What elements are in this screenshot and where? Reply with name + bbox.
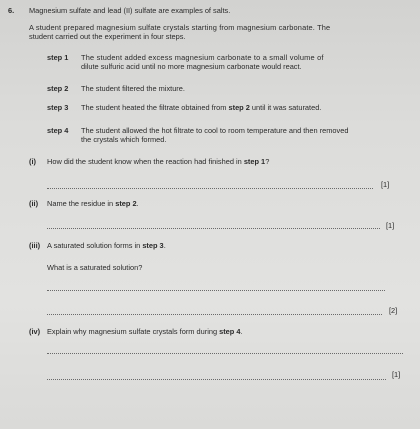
step-2-line-1: The student filtered the mixture.: [81, 84, 185, 93]
step-3-label: step 3: [47, 103, 69, 112]
part-i-mark: [1]: [381, 180, 390, 189]
part-iv-question: Explain why magnesium sulfate crystals form during step 4.: [47, 327, 243, 336]
part-iv-label: (iv): [29, 327, 41, 336]
part-iv-answer-line-2[interactable]: [47, 379, 386, 380]
step-4-line-1: The student allowed the hot filtrate to cool to room temperature and then removed: [81, 126, 349, 135]
part-ii-answer-line[interactable]: [47, 228, 380, 229]
part-iii-subquestion: What is a saturated solution?: [47, 263, 143, 272]
intro-line-1: A student prepared magnesium sulfate crystals starting from magnesium carbonate. The: [29, 23, 331, 32]
part-i-question: How did the student know when the reaction had finished in step 1?: [47, 157, 270, 166]
part-iii-label: (iii): [29, 241, 41, 250]
part-i-answer-line[interactable]: [47, 188, 373, 189]
step-3-line-1: The student heated the filtrate obtained from step 2 until it was saturated.: [81, 103, 322, 112]
part-iii-mark: [2]: [389, 306, 398, 315]
part-iv-mark: [1]: [392, 370, 401, 379]
step-2-label: step 2: [47, 84, 69, 93]
question-title: Magnesium sulfate and lead (II) sulfate are examples of salts.: [29, 6, 231, 15]
step-1-line-1: The student added excess magnesium carbonate to a small volume of: [81, 53, 324, 62]
part-iii-question: A saturated solution forms in step 3.: [47, 241, 166, 250]
part-iii-answer-line-1[interactable]: [47, 290, 385, 291]
part-i-label: (i): [29, 157, 36, 166]
part-iii-answer-line-2[interactable]: [47, 314, 382, 315]
step-1-label: step 1: [47, 53, 69, 62]
step-1-line-2: dilute sulfuric acid until no more magnesium carbonate would react.: [81, 62, 302, 71]
step-4-line-2: the crystals which formed.: [81, 135, 167, 144]
step-4-label: step 4: [47, 126, 69, 135]
part-ii-mark: [1]: [386, 221, 395, 230]
part-iv-answer-line-1[interactable]: [47, 353, 403, 354]
intro-line-2: student carried out the experiment in four steps.: [29, 32, 186, 41]
question-number: 6.: [8, 6, 15, 15]
part-ii-question: Name the residue in step 2.: [47, 199, 139, 208]
part-ii-label: (ii): [29, 199, 39, 208]
